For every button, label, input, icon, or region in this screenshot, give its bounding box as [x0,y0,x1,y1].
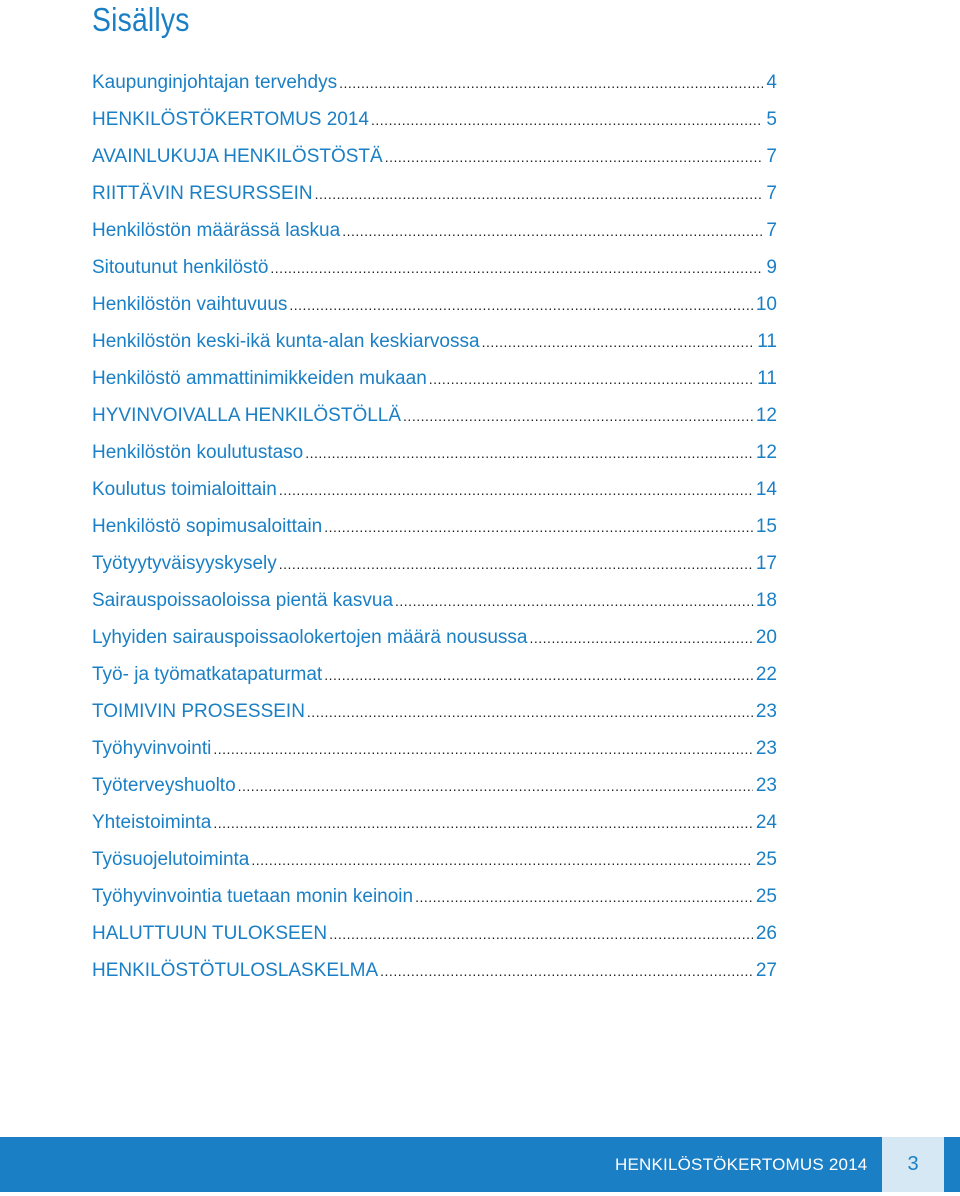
footer-title: HENKILÖSTÖKERTOMUS 2014 [615,1155,868,1174]
toc-entry-page-number: 7 [766,183,777,204]
toc-entry-page-number: 12 [755,405,777,426]
toc-entry[interactable] [92,841,777,878]
toc-dot-leader [339,65,763,102]
toc-entry-page-number: 9 [766,257,777,278]
toc-dot-leader [289,287,752,324]
toc-entry[interactable] [92,471,777,508]
toc-dot-leader [213,731,753,768]
toc-dot-leader [329,916,753,953]
toc-entry[interactable] [92,545,777,582]
toc-entry[interactable] [92,138,777,175]
toc-entry[interactable] [92,323,777,360]
toc-entry-page-number: 27 [755,960,777,981]
toc-entry[interactable] [92,175,777,212]
toc-entry[interactable] [92,952,777,989]
toc-dot-leader [403,398,753,435]
toc-entry[interactable] [92,693,777,730]
toc-entry-page-number: 22 [755,664,777,685]
toc-entry-page-number: 11 [757,368,777,389]
toc-dot-leader [238,768,753,805]
toc-entry[interactable] [92,767,777,804]
toc-dot-leader [307,694,753,731]
toc-entry-label: HENKILÖSTÖKERTOMUS 2014 [92,109,370,130]
toc-entry-label: Henkilöstö ammattinimikkeiden mukaan [92,368,427,389]
toc-dot-leader [482,324,755,361]
toc-entry-page-number: 25 [755,886,777,907]
toc-entry-page-number: 10 [755,294,777,315]
toc-dot-leader [342,213,763,250]
toc-entry-label: Sitoutunut henkilöstö [92,257,269,278]
toc-entry-page-number: 23 [755,738,777,759]
toc-dot-leader [251,842,752,879]
toc-entry[interactable] [92,212,777,249]
toc-dot-leader [213,805,753,842]
toc-entry[interactable] [92,656,777,693]
toc-entry-label: Työhyvinvointi [92,738,212,759]
toc-dot-leader [380,953,753,990]
toc-entry-label: HENKILÖSTÖTULOSLASKELMA [92,960,379,981]
toc-entry-page-number: 17 [755,553,777,574]
toc-entry[interactable] [92,434,777,471]
toc-entry[interactable] [92,286,777,323]
toc-entry-page-number: 23 [755,775,777,796]
toc-dot-leader [324,657,753,694]
toc-entry-page-number: 18 [755,590,777,611]
toc-dot-leader [530,620,753,657]
toc-dot-leader [415,879,753,916]
toc-entry-label: Henkilöstö sopimusaloittain [92,516,323,537]
toc-entry[interactable] [92,878,777,915]
toc-entry-label: Yhteistoiminta [92,812,212,833]
toc-entry-label: TOIMIVIN PROSESSEIN [92,701,305,722]
toc-entry-page-number: 5 [766,109,777,130]
page-title: Sisällys [92,1,190,38]
toc-entry[interactable] [92,397,777,434]
toc-entry-page-number: 23 [755,701,777,722]
toc-entry-page-number: 4 [766,72,777,93]
toc-entry[interactable] [92,249,777,286]
toc-entry-label: HYVINVOIVALLA HENKILÖSTÖLLÄ [92,405,402,426]
toc-dot-leader [270,250,763,287]
toc-entry-page-number: 24 [755,812,777,833]
toc-dot-leader [279,546,753,583]
toc-entry-label: Työtyytyväisyyskysely [92,553,277,574]
toc-dot-leader [279,472,753,509]
toc-dot-leader [429,361,755,398]
toc-entry-page-number: 26 [755,923,777,944]
footer-page-number: 3 [882,1137,944,1192]
toc-entry-page-number: 11 [757,331,777,352]
toc-dot-leader [305,435,753,472]
toc-entry[interactable] [92,64,777,101]
toc-dot-leader [315,176,764,213]
toc-entry-page-number: 7 [766,220,777,241]
toc-entry-label: Henkilöstön vaihtuvuus [92,294,288,315]
table-of-contents [92,64,777,989]
toc-entry[interactable] [92,619,777,656]
toc-entry-label: RIITTÄVIN RESURSSEIN [92,183,313,204]
toc-entry-label: Lyhyiden sairauspoissaolokertojen määrä nousussa [92,627,528,648]
toc-entry-label: Henkilöstön määrässä laskua [92,220,341,241]
toc-dot-leader [385,139,764,176]
toc-entry-page-number: 20 [755,627,777,648]
toc-entry-page-number: 25 [755,849,777,870]
toc-entry[interactable] [92,360,777,397]
toc-entry-label: Koulutus toimialoittain [92,479,277,500]
toc-entry-label: Työsuojelutoiminta [92,849,250,870]
toc-entry-label: Kaupunginjohtajan tervehdys [92,72,338,93]
toc-entry-label: Henkilöstön keski-ikä kunta-alan keskiarvossa [92,331,480,352]
toc-entry[interactable] [92,582,777,619]
toc-dot-leader [371,102,763,139]
toc-entry[interactable] [92,804,777,841]
toc-entry-page-number: 12 [755,442,777,463]
toc-entry-label: HALUTTUUN TULOKSEEN [92,923,328,944]
toc-entry-label: Työ- ja työmatkatapaturmat [92,664,323,685]
toc-entry[interactable] [92,915,777,952]
toc-entry-label: Sairauspoissaoloissa pientä kasvua [92,590,394,611]
toc-entry-label: Työhyvinvointia tuetaan monin keinoin [92,886,414,907]
toc-entry[interactable] [92,101,777,138]
toc-entry-page-number: 14 [755,479,777,500]
toc-entry-label: Henkilöstön koulutustaso [92,442,304,463]
toc-entry-page-number: 15 [755,516,777,537]
toc-entry-label: Työterveyshuolto [92,775,236,796]
toc-entry-label: AVAINLUKUJA HENKILÖSTÖSTÄ [92,146,383,167]
toc-dot-leader [395,583,753,620]
toc-entry[interactable] [92,508,777,545]
toc-entry-page-number: 7 [766,146,777,167]
toc-dot-leader [324,509,753,546]
toc-entry[interactable] [92,730,777,767]
